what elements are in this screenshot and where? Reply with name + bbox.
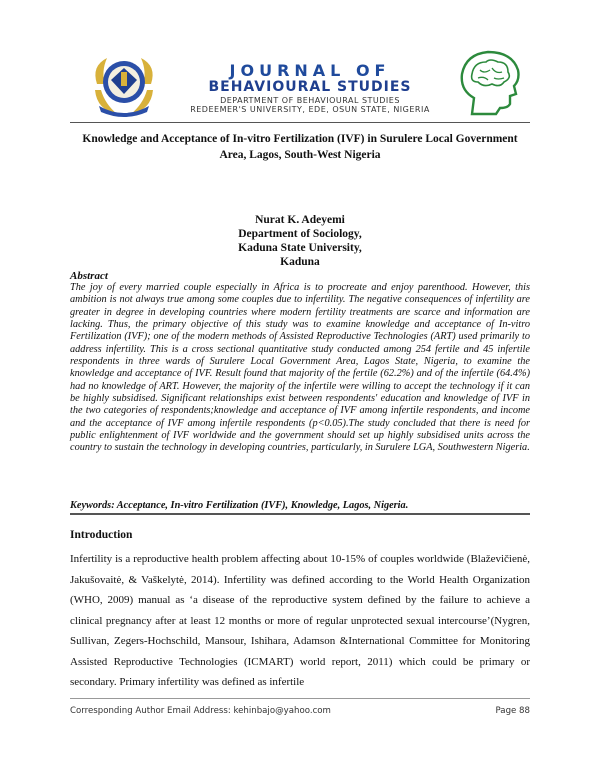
abstract-text: The joy of every married couple especially in Africa is to procreate and enjoy parenthood. However, this ambition is not always true among some couples due to infertility. The negative consequences of infertility are greater in degree in developing countries where modern fertility treatments are scarce and information are lacking. Thus, the primary objective of this study was to examine knowledge and acceptance of In-vitro Fertilization (IVF); one of the modern methods of Assisted Reproductive Technologies (ART) used primarily to address infertility. This is a cross sectional quantitative study conducted among 254 fertile and 45 infertile respondents in three wards of Surulere Local Government Area, Lagos State, Nigeria, to examine the knowledge and acceptance of IVF. Result found that majority of the fertile (62.2%) and of the infertile (64.4%) had no knowledge of ART. However, the majority of the infertile were willing to accept the technology if it can be highly subsidised. Significant relationships exist between respondents' education and knowledge of IVF in the two categories of respondents;knowledge and acceptance of IVF among infertile respondents, and income and the acceptance of IVF among infertile respondents (p<0.05).The study concluded that there is need for public enlightenment of IVF worldwide and the government should set up highly subsidised units across the country to sustain the technology in developing countries, particularly, in Surulere LGA, Southwestern Nigeria.: [70, 282, 530, 454]
journal-title-line1: JOURNAL OF: [229, 61, 391, 80]
introduction-heading: Introduction: [70, 529, 133, 541]
author-department: Department of Sociology,: [238, 228, 362, 240]
paper-title: Knowledge and Acceptance of In-vitro Fertilization (IVF) in Surulere Local Government Area, Lagos, South-West Nigeria: [82, 133, 518, 161]
abstract-heading: Abstract: [70, 270, 108, 282]
journal-masthead: [70, 48, 535, 120]
author-block: [200, 213, 400, 269]
journal-university: REDEEMER'S UNIVERSITY, EDE, OSUN STATE, NIGERIA: [190, 105, 430, 114]
journal-title-line2: BEHAVIOURAL STUDIES: [208, 79, 412, 95]
author-name: Nurat K. Adeyemi: [255, 214, 345, 226]
keywords-line: Keywords: Acceptance, In-vitro Fertilization (IVF), Knowledge, Lagos, Nigeria.: [70, 500, 409, 511]
corresponding-author-email: Corresponding Author Email Address: kehinbajo@yahoo.com: [70, 706, 331, 716]
author-city: Kaduna: [280, 256, 320, 268]
keywords-divider: [70, 513, 530, 515]
introduction-text: Infertility is a reproductive health problem affecting about 10-15% of couples worldwide (Blaževičienė, Jakušovaitė, & Vaškelytė, 2014). Infertility was defined according to the World Health Organization (WHO, 2009) manual as ‘a disease of the reproductive system defined by the failure to achieve a clinical pregnancy after at least 12 months or more of regular unprotected sexual intercourse’(Nygren, Sullivan, Zegers-Hochschild, Mansour, Ishihara, Adamson &International Committee for Monitoring Assisted Reproductive Technologies (ICMART) world report, 2011) which could be primary or secondary. Primary infertility was defined as infertile: [70, 553, 530, 688]
author-university: Kaduna State University,: [238, 242, 362, 254]
header-divider: [70, 122, 530, 123]
page-number: Page 88: [495, 706, 530, 716]
footer-divider: [70, 698, 530, 699]
brain-head-logo: [454, 48, 526, 120]
journal-department: DEPARTMENT OF BEHAVIOURAL STUDIES: [220, 96, 400, 105]
university-seal-logo: [87, 50, 161, 118]
